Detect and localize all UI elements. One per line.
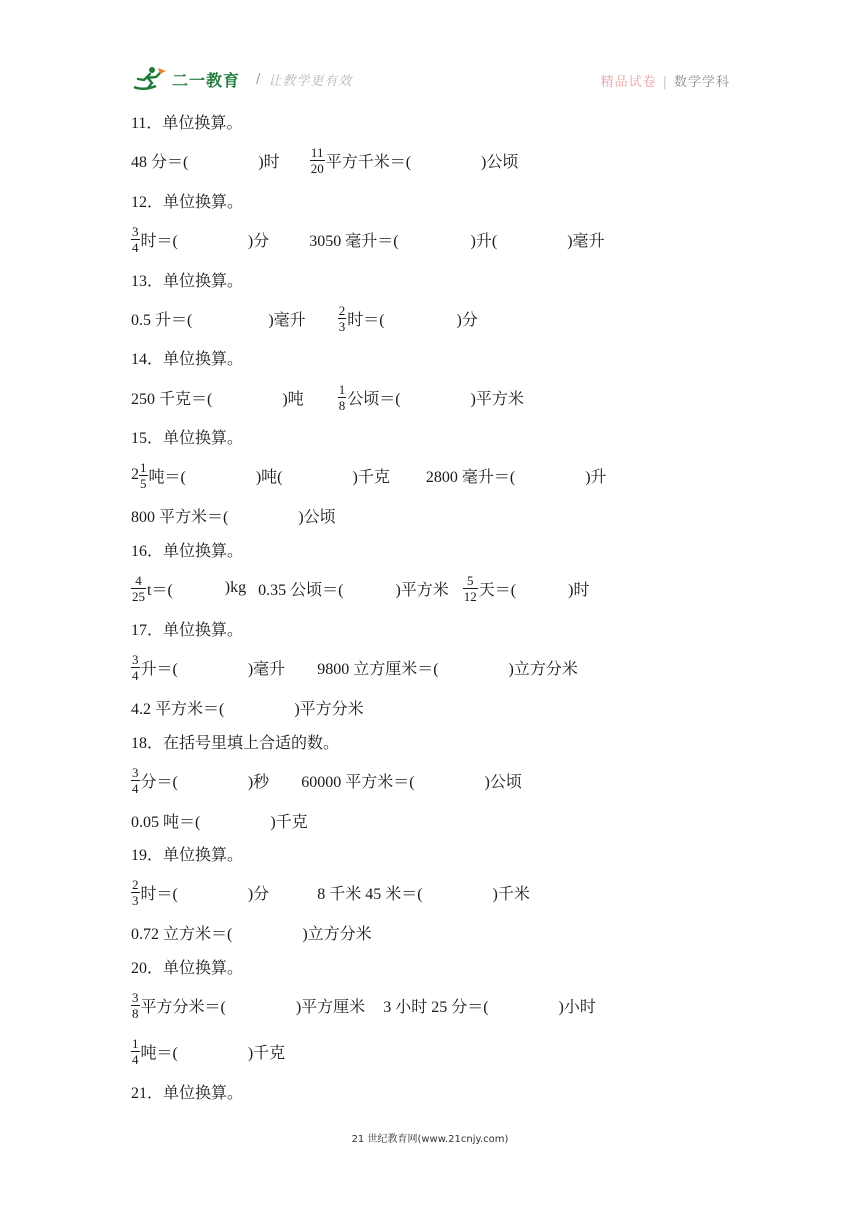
expr-text: 48 分＝( bbox=[131, 153, 189, 171]
question-line bbox=[131, 459, 607, 491]
question-title: 14．单位换算。 bbox=[131, 350, 244, 368]
question-line bbox=[131, 223, 605, 255]
fraction: $\frac{11}{20}$ bbox=[310, 144, 324, 176]
expr-text: )毫升 bbox=[247, 660, 286, 678]
question-title: 19．单位换算。 bbox=[131, 846, 244, 864]
expr-text: 0.72 立方米＝( bbox=[131, 925, 233, 943]
expr-text: )毫升 bbox=[268, 311, 306, 329]
expr-text: )平方厘米 bbox=[295, 998, 366, 1016]
question-line bbox=[131, 572, 590, 604]
fraction: $\frac{1}{5}$ bbox=[140, 459, 147, 491]
question-title: 12．单位换算。 bbox=[131, 193, 244, 211]
question-line bbox=[131, 876, 530, 908]
question-title: 11．单位换算。 bbox=[131, 114, 243, 132]
expr-text: )平方米 bbox=[470, 390, 524, 408]
expr-text: 升＝( bbox=[140, 660, 178, 678]
expr-text: 天＝( bbox=[478, 581, 517, 599]
logo-text: 二一教育 bbox=[172, 70, 241, 90]
expr-text: 平方分米＝( bbox=[140, 998, 226, 1016]
question-title: 18．在括号里填上合适的数。 bbox=[131, 734, 340, 752]
question-title: 13．单位换算。 bbox=[131, 272, 244, 290]
expr-text: )分 bbox=[247, 885, 270, 903]
slogan: 让教学更有效 bbox=[268, 73, 353, 89]
expr-text: 60000 平方米＝( bbox=[301, 773, 415, 791]
expr-text: 0.5 升＝( bbox=[131, 311, 193, 329]
expr-text: )时 bbox=[258, 153, 280, 171]
question-line bbox=[131, 503, 336, 527]
header-tags bbox=[601, 71, 730, 90]
question-line bbox=[131, 144, 519, 176]
expr-text: )平方米 bbox=[395, 581, 449, 599]
fraction: $\frac{3}{8}$ bbox=[132, 989, 139, 1021]
expr-text: )千克 bbox=[270, 813, 308, 831]
expr-text: )公顷 bbox=[484, 773, 522, 791]
expr-text: )秒 bbox=[247, 773, 270, 791]
fraction: $\frac{1}{4}$ bbox=[132, 1035, 139, 1067]
question-line bbox=[131, 989, 596, 1021]
expr-text: )小时 bbox=[558, 998, 596, 1016]
expr-text: 公顷＝( bbox=[347, 390, 401, 408]
question-title: 17．单位换算。 bbox=[131, 621, 244, 639]
expr-text: )分 bbox=[247, 232, 270, 250]
expr-text: 吨＝( bbox=[148, 468, 186, 486]
expr-text: )吨( bbox=[255, 468, 283, 486]
fraction: $\frac{1}{8}$ bbox=[338, 381, 346, 413]
question-title: 16．单位换算。 bbox=[131, 542, 244, 560]
expr-text: )时 bbox=[568, 581, 590, 599]
expr-text: 8 千米 45 米＝( bbox=[317, 885, 423, 903]
expr-text: 9800 立方厘米＝( bbox=[317, 660, 439, 678]
expr-text: )千克 bbox=[352, 468, 390, 486]
page-header bbox=[130, 64, 730, 94]
expr-text: )公顷 bbox=[298, 508, 336, 526]
expr-text: )分 bbox=[456, 311, 478, 329]
fraction: $\frac{5}{12}$ bbox=[463, 572, 477, 604]
question-line bbox=[131, 1035, 286, 1067]
mixed-whole: 2 bbox=[131, 466, 139, 483]
question-line bbox=[131, 808, 308, 832]
expr-text: )立方分米 bbox=[508, 660, 578, 678]
tag-quality: 精品试卷 bbox=[600, 75, 657, 90]
question-line bbox=[131, 302, 478, 334]
question-title: 20．单位换算。 bbox=[131, 959, 244, 977]
header-slash: / bbox=[256, 71, 261, 87]
expr-text: )吨 bbox=[282, 390, 304, 408]
expr-text: 平方千米＝( bbox=[325, 153, 412, 171]
expr-text: 吨＝( bbox=[140, 1044, 178, 1062]
expr-text: 800 平方米＝( bbox=[131, 508, 229, 526]
question-title: 21．单位换算。 bbox=[131, 1084, 244, 1102]
expr-text: )升 bbox=[585, 468, 607, 486]
runner-logo-icon bbox=[130, 65, 170, 93]
expr-text: 2800 毫升＝( bbox=[425, 468, 516, 486]
expr-text: )千米 bbox=[492, 885, 530, 903]
tag-separator: | bbox=[662, 75, 668, 90]
expr-text: 时＝( bbox=[347, 311, 385, 329]
fraction: $\frac{2}{3}$ bbox=[338, 302, 346, 334]
expr-text: 分＝( bbox=[140, 773, 178, 791]
tag-subject: 数学学科 bbox=[673, 75, 730, 90]
question-line bbox=[131, 695, 364, 719]
expr-text: 时＝( bbox=[140, 232, 178, 250]
fraction: $\frac{4}{25}$ bbox=[132, 572, 145, 604]
expr-text: 250 千克＝( bbox=[131, 390, 213, 408]
expr-text: 0.05 吨＝( bbox=[131, 813, 201, 831]
fraction: $\frac{3}{4}$ bbox=[132, 764, 139, 796]
question-line bbox=[131, 651, 578, 683]
expr-text: )公顷 bbox=[481, 153, 519, 171]
expr-text: 时＝( bbox=[140, 885, 178, 903]
expr-text: )立方分米 bbox=[302, 925, 372, 943]
expr-text: )毫升 bbox=[567, 232, 605, 250]
expr-text: 4.2 平方米＝( bbox=[131, 700, 225, 718]
fraction: $\frac{3}{4}$ bbox=[132, 651, 139, 683]
fraction: $\frac{3}{4}$ bbox=[132, 223, 139, 255]
expr-text: 3050 毫升＝( bbox=[309, 232, 399, 250]
question-line bbox=[131, 764, 522, 796]
fraction: $\frac{2}{3}$ bbox=[132, 876, 139, 908]
expr-text: 3 小时 25 分＝( bbox=[383, 998, 489, 1016]
expr-text: )千克 bbox=[247, 1044, 286, 1062]
expr-text: )平方分米 bbox=[294, 700, 364, 718]
expr-text: )升( bbox=[470, 232, 498, 250]
page-footer: 21 世纪教育网(www.21cnjy.com) bbox=[351, 1134, 509, 1145]
logo bbox=[130, 64, 352, 94]
question-title: 15．单位换算。 bbox=[131, 429, 244, 447]
expr-text: )kg bbox=[224, 579, 247, 596]
expr-text: 0.35 公顷＝( bbox=[258, 581, 344, 599]
question-line bbox=[131, 381, 524, 413]
expr-text: t＝( bbox=[147, 581, 173, 599]
question-line bbox=[131, 920, 372, 944]
